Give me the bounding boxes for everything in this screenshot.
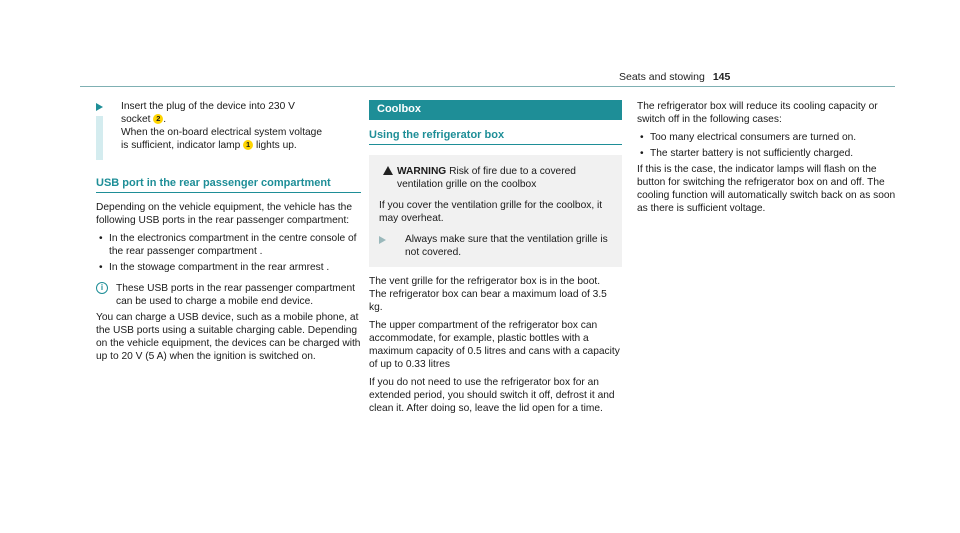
switch-off-para: If you do not need to use the refrigerator box for an extended period, you should switch it off, defrost it and clean it. After doing so, leave the lid open for a time.: [369, 377, 615, 414]
step-line-1: Insert the plug of the device into 230 V: [121, 101, 295, 112]
section-title: Seats and stowing: [619, 71, 705, 83]
cooling-intro: The refrigerator box will reduce its cooling capacity or switch off in the following cases:: [637, 101, 878, 125]
page-number: 145: [712, 71, 731, 83]
step-arrow-icon: [379, 236, 386, 244]
warning-body: If you cover the ventilation grille for the coolbox, it may overheat.: [379, 200, 603, 224]
insert-plug-step: [96, 100, 361, 152]
column-1: [96, 100, 361, 368]
upper-compartment-para: The upper compartment of the refrigerator box can accommodate, for example, plastic bottles with a maximum capacity of 0.5 litres and cans with a capacity of up to 0.33 litres: [369, 320, 620, 370]
page-header: [619, 71, 730, 84]
callout-1-icon: 1: [243, 140, 253, 150]
warning-label: WARNING: [397, 166, 447, 177]
step-arrow-icon: [96, 103, 103, 111]
column-3: [637, 100, 897, 220]
step-side-bar: [96, 116, 103, 160]
max-load-para: The refrigerator box can bear a maximum load of 3.5 kg.: [369, 289, 607, 313]
step-line-3: When the on-board electrical system voltage: [121, 127, 323, 138]
usb-charging-para: You can charge a USB device, such as a mobile phone, at the USB ports using a suitable charging cable. Depending on the vehicle equipment, the devices can be charged with up to 20 V (5 A) when the ignition is switched on.: [96, 312, 361, 362]
warning-step: [379, 233, 612, 259]
cooling-bullet-1: • Too many electrical consumers are turned on.: [637, 131, 897, 144]
warning-step-text: Always make sure that the ventilation grille is not covered.: [405, 234, 608, 258]
vent-grille-para: The vent grille for the refrigerator box is in the boot.: [369, 276, 601, 287]
usb-intro: Depending on the vehicle equipment, the vehicle has the following USB ports in the rear passenger compartment:: [96, 202, 352, 226]
warning-triangle-icon: [383, 166, 393, 175]
step-line-2: socket 2 .: [121, 114, 167, 125]
usb-note: [96, 282, 361, 308]
cooling-bullet-2: • The starter battery is not sufficiently charged.: [637, 147, 897, 160]
warning-box: [369, 155, 622, 267]
info-icon: i: [96, 282, 108, 294]
column-2: [369, 100, 622, 420]
warning-title: [379, 165, 612, 191]
usb-heading: USB port in the rear passenger compartment: [96, 177, 361, 193]
callout-2-icon: 2: [153, 114, 163, 124]
coolbox-title-bar: Coolbox: [369, 100, 622, 120]
indicator-para: If this is the case, the indicator lamps will flash on the button for switching the refrigerator box on and off. The cooling function will automatically switch back on as soon as there is sufficient voltage.: [637, 164, 896, 214]
usb-bullet-2: • In the stowage compartment in the rear armrest .: [96, 261, 361, 274]
refrigerator-heading: Using the refrigerator box: [369, 129, 622, 145]
warning-text: Risk of fire due to a covered ventilation grille on the coolbox: [397, 166, 576, 190]
usb-note-text: These USB ports in the rear passenger compartment can be used to charge a mobile end device.: [116, 283, 355, 307]
step-line-4: is sufficient, indicator lamp 1 lights up.: [121, 140, 297, 151]
header-rule: [80, 86, 895, 87]
usb-bullet-1: • In the electronics compartment in the centre console of the rear passenger compartment .: [96, 232, 361, 258]
